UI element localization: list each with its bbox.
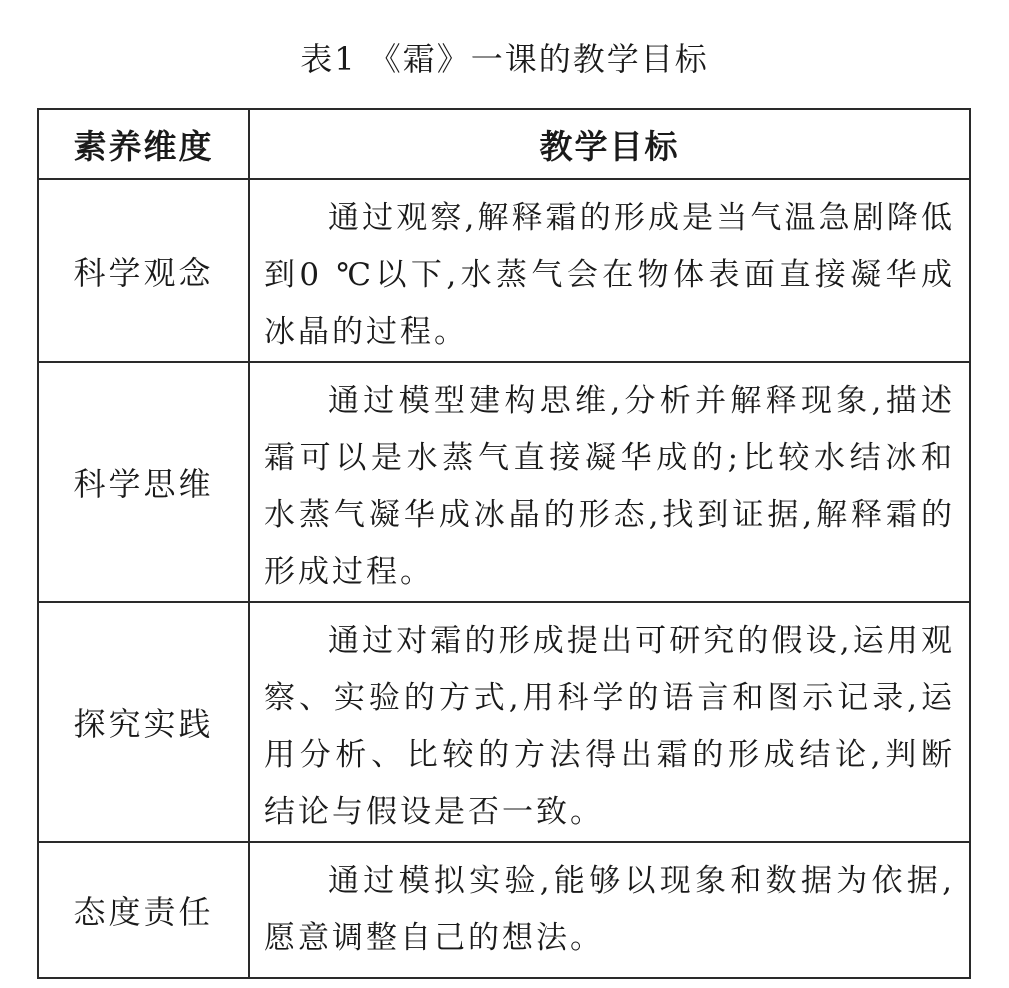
dimension-cell: 科学思维 (38, 362, 249, 602)
teaching-goals-table (37, 108, 971, 979)
goal-cell (249, 602, 970, 842)
header-goal: 教学目标 (249, 109, 970, 179)
goal-text: 通过模拟实验,能够以现象和数据为依据,愿意调整自己的想法。 (264, 863, 955, 956)
table-row (38, 602, 970, 842)
goal-text: 通过对霜的形成提出可研究的假设,运用观察、实验的方式,用科学的语言和图示记录,运用分析、比较的方法得出霜的形成结论,判断结论与假设是否一致。 (264, 623, 955, 830)
table-row (38, 179, 970, 362)
goal-cell (249, 362, 970, 602)
table-header-row (38, 109, 970, 179)
goal-cell (249, 842, 970, 978)
dimension-cell: 态度责任 (38, 842, 249, 978)
goal-text: 通过观察,解释霜的形成是当气温急剧降低到0 ℃以下,水蒸气会在物体表面直接凝华成冰晶的过程。 (264, 200, 955, 350)
dimension-cell: 探究实践 (38, 602, 249, 842)
table-caption: 表1 《霜》一课的教学目标 (300, 40, 709, 78)
table-row (38, 362, 970, 602)
table-row (38, 842, 970, 978)
header-dimension: 素养维度 (38, 109, 249, 179)
goal-cell (249, 179, 970, 362)
dimension-cell: 科学观念 (38, 179, 249, 362)
goal-text: 通过模型建构思维,分析并解释现象,描述霜可以是水蒸气直接凝华成的;比较水结冰和水蒸气凝华成冰晶的形态,找到证据,解释霜的形成过程。 (264, 383, 955, 590)
